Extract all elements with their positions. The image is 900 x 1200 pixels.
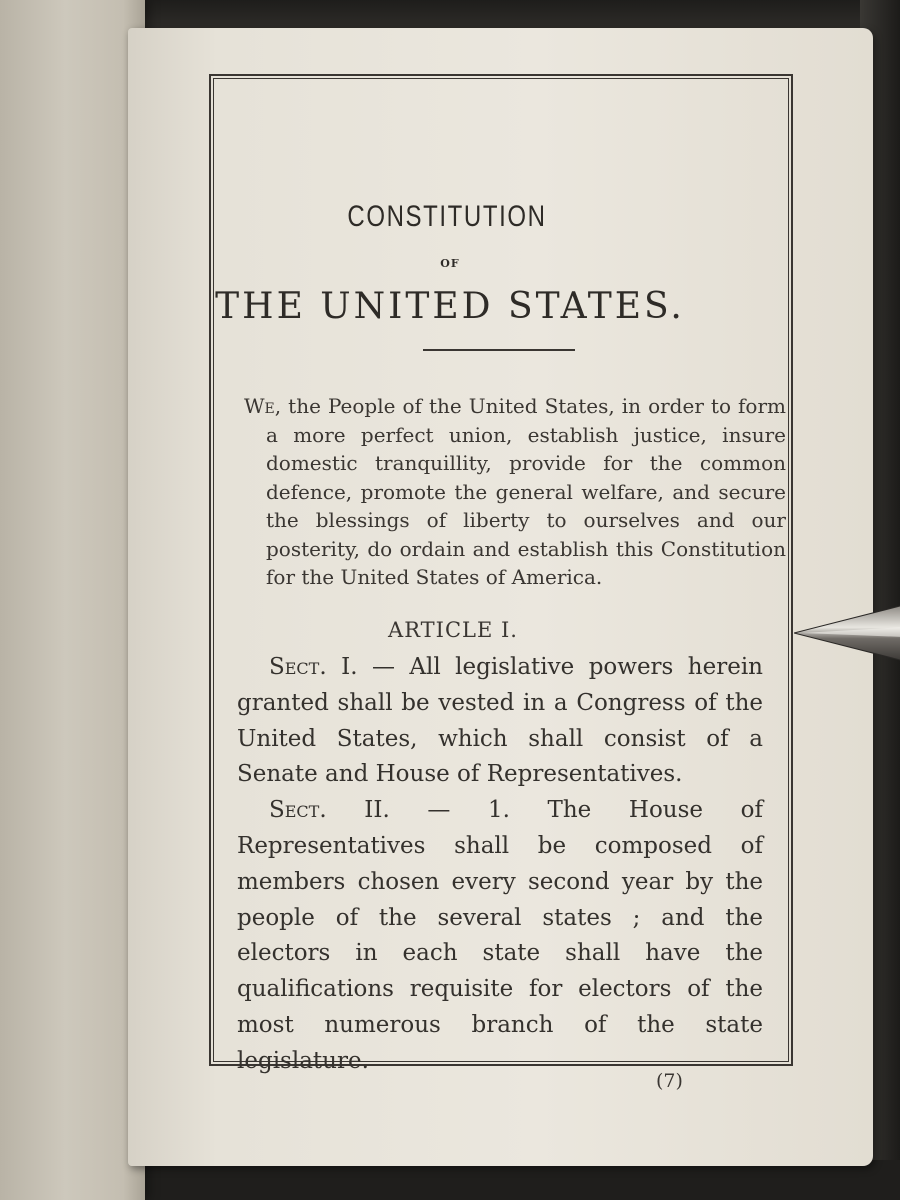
title-constitution: CONSTITUTION (347, 200, 547, 233)
left-facing-page (0, 0, 145, 1200)
section-1-text: I. — All legislative powers herein granted shall be vested in a Congress of the United States, which shall consist of a Senate and House of Representatives. (237, 654, 763, 788)
section-1 (237, 650, 763, 793)
title-of: OF (440, 257, 460, 270)
title-rule (423, 349, 575, 351)
page-number: (7) (656, 1070, 683, 1092)
section-2 (237, 793, 763, 1079)
section-2-label: Sect. (269, 797, 327, 824)
section-2-text: II. — 1. The House of Representatives shall be composed of members chosen every second year by the people of the several states ; and the electors in each state shall have the qualifications requisite for electors of the most numerous branch of the state legislature. (237, 797, 763, 1074)
pen-pointer-icon (794, 603, 900, 663)
section-1-label: Sect. (269, 654, 327, 680)
title-united-states: THE UNITED STATES. (215, 286, 685, 327)
preamble-lead: We (244, 394, 275, 418)
article-body (237, 650, 763, 1080)
preamble (244, 392, 786, 592)
article-heading: ARTICLE I. (388, 618, 518, 642)
preamble-text: , the People of the United States, in order to form a more perfect union, establish justice, insure domestic tranquillity, provide for the common defence, promote the general welfare, and secure the blessings of liberty to ourselves and our posterity, do ordain and establish this Constitution for the United States of America. (266, 394, 786, 589)
